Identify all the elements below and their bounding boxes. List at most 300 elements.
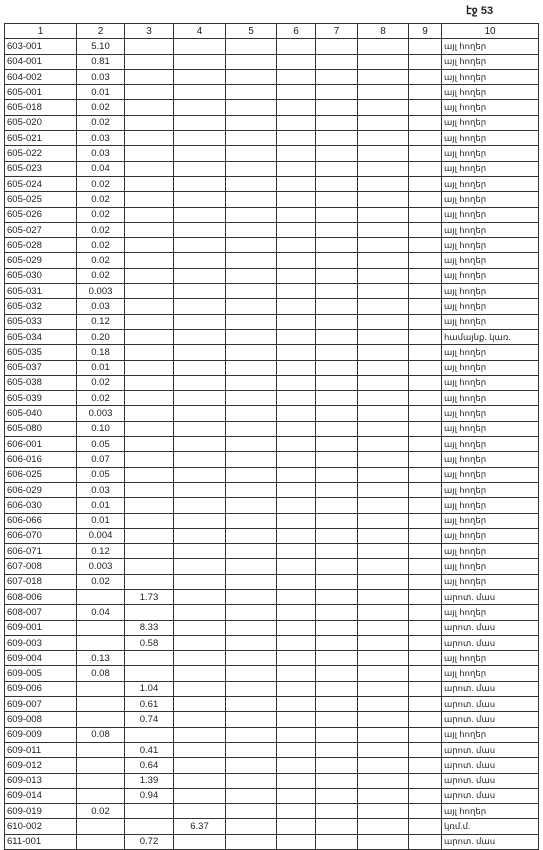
empty-cell-col9 (409, 544, 442, 559)
area-col4-cell (174, 635, 226, 650)
empty-cell-col5 (226, 758, 277, 773)
table-row (5, 482, 539, 497)
area-col3-cell (125, 192, 174, 207)
table-row (5, 207, 539, 222)
parcel-code-cell: 606-066 (5, 513, 77, 528)
empty-cell-col8 (358, 161, 409, 176)
area-col4-cell (174, 482, 226, 497)
empty-cell-col6 (277, 589, 316, 604)
empty-cell-col5 (226, 712, 277, 727)
area-col4-cell (174, 498, 226, 513)
empty-cell-col9 (409, 452, 442, 467)
area-col2-cell: 0.05 (77, 437, 125, 452)
empty-cell-col5 (226, 161, 277, 176)
area-col3-cell (125, 437, 174, 452)
area-col4-cell (174, 666, 226, 681)
table-row (5, 268, 539, 283)
table-row (5, 452, 539, 467)
empty-cell-col8 (358, 574, 409, 589)
empty-cell-col6 (277, 131, 316, 146)
empty-cell-col7 (316, 176, 358, 191)
table-row (5, 192, 539, 207)
area-col4-cell (174, 69, 226, 84)
parcel-code-cell: 603-001 (5, 39, 77, 54)
area-col4-cell (174, 697, 226, 712)
table-row (5, 589, 539, 604)
empty-cell-col8 (358, 528, 409, 543)
land-type-cell: այլ հողեր (442, 651, 539, 666)
area-col4-cell (174, 528, 226, 543)
parcel-code-cell: 605-031 (5, 284, 77, 299)
empty-cell-col7 (316, 360, 358, 375)
empty-cell-col7 (316, 437, 358, 452)
land-type-cell: այլ հողեր (442, 115, 539, 130)
empty-cell-col8 (358, 284, 409, 299)
empty-cell-col7 (316, 788, 358, 803)
empty-cell-col6 (277, 574, 316, 589)
empty-cell-col9 (409, 467, 442, 482)
table-row (5, 69, 539, 84)
parcel-code-cell: 605-080 (5, 421, 77, 436)
empty-cell-col5 (226, 482, 277, 497)
area-col3-cell (125, 651, 174, 666)
empty-cell-col8 (358, 391, 409, 406)
land-type-cell: այլ հողեր (442, 69, 539, 84)
area-col4-cell (174, 284, 226, 299)
area-col2-cell: 0.02 (77, 207, 125, 222)
table-row (5, 651, 539, 666)
table-row (5, 329, 539, 344)
table-row (5, 804, 539, 819)
area-col4-cell (174, 559, 226, 574)
land-type-cell: այլ հողեր (442, 268, 539, 283)
parcel-code-cell: 606-025 (5, 467, 77, 482)
area-col2-cell (77, 697, 125, 712)
area-col2-cell: 0.81 (77, 54, 125, 69)
empty-cell-col5 (226, 253, 277, 268)
empty-cell-col6 (277, 742, 316, 757)
area-col3-cell: 0.74 (125, 712, 174, 727)
parcel-code-cell: 605-018 (5, 100, 77, 115)
column-header-4: 4 (174, 24, 226, 39)
land-type-cell: արոտ. մաս (442, 742, 539, 757)
table-body (5, 39, 539, 850)
table-row (5, 391, 539, 406)
parcel-code-cell: 607-008 (5, 559, 77, 574)
parcel-code-cell: 604-002 (5, 69, 77, 84)
area-col2-cell: 0.02 (77, 222, 125, 237)
parcel-code-cell: 605-030 (5, 268, 77, 283)
area-col4-cell (174, 299, 226, 314)
column-header-3: 3 (125, 24, 174, 39)
empty-cell-col7 (316, 284, 358, 299)
parcel-code-cell: 605-022 (5, 146, 77, 161)
empty-cell-col6 (277, 314, 316, 329)
empty-cell-col5 (226, 85, 277, 100)
column-header-8: 8 (358, 24, 409, 39)
empty-cell-col9 (409, 253, 442, 268)
area-col2-cell: 0.02 (77, 100, 125, 115)
table-row (5, 222, 539, 237)
land-type-cell: այլ հողեր (442, 360, 539, 375)
area-col3-cell (125, 54, 174, 69)
area-col3-cell (125, 406, 174, 421)
empty-cell-col7 (316, 146, 358, 161)
parcel-code-cell: 605-021 (5, 131, 77, 146)
parcel-code-cell: 611-001 (5, 834, 77, 849)
empty-cell-col6 (277, 115, 316, 130)
empty-cell-col9 (409, 329, 442, 344)
area-col2-cell: 0.01 (77, 513, 125, 528)
empty-cell-col7 (316, 406, 358, 421)
empty-cell-col8 (358, 742, 409, 757)
empty-cell-col6 (277, 544, 316, 559)
parcel-code-cell: 609-004 (5, 651, 77, 666)
area-col4-cell (174, 207, 226, 222)
empty-cell-col8 (358, 788, 409, 803)
land-type-cell: այլ հողեր (442, 131, 539, 146)
empty-cell-col8 (358, 131, 409, 146)
area-col4-cell (174, 452, 226, 467)
area-col4-cell (174, 54, 226, 69)
empty-cell-col9 (409, 742, 442, 757)
area-col4-cell (174, 421, 226, 436)
empty-cell-col7 (316, 207, 358, 222)
land-type-cell: այլ հողեր (442, 574, 539, 589)
area-col3-cell (125, 253, 174, 268)
area-col3-cell (125, 146, 174, 161)
area-col4-cell (174, 100, 226, 115)
area-col4-cell (174, 253, 226, 268)
empty-cell-col5 (226, 467, 277, 482)
header-row (5, 24, 539, 39)
parcel-code-cell: 609-013 (5, 773, 77, 788)
parcel-code-cell: 606-029 (5, 482, 77, 497)
table-row (5, 54, 539, 69)
empty-cell-col5 (226, 834, 277, 849)
area-col2-cell: 0.003 (77, 559, 125, 574)
empty-cell-col8 (358, 589, 409, 604)
empty-cell-col7 (316, 589, 358, 604)
column-header-5: 5 (226, 24, 277, 39)
empty-cell-col7 (316, 697, 358, 712)
table-row (5, 498, 539, 513)
area-col3-cell: 0.58 (125, 635, 174, 650)
area-col3-cell (125, 207, 174, 222)
parcel-code-cell: 609-001 (5, 620, 77, 635)
empty-cell-col7 (316, 222, 358, 237)
empty-cell-col5 (226, 651, 277, 666)
area-col2-cell: 0.04 (77, 605, 125, 620)
area-col3-cell (125, 299, 174, 314)
table-row (5, 620, 539, 635)
empty-cell-col5 (226, 115, 277, 130)
area-col2-cell: 0.02 (77, 804, 125, 819)
land-type-cell: այլ հողեր (442, 146, 539, 161)
empty-cell-col9 (409, 54, 442, 69)
empty-cell-col5 (226, 666, 277, 681)
empty-cell-col6 (277, 268, 316, 283)
area-col2-cell: 0.02 (77, 375, 125, 390)
empty-cell-col8 (358, 176, 409, 191)
area-col2-cell: 0.02 (77, 574, 125, 589)
empty-cell-col9 (409, 176, 442, 191)
empty-cell-col9 (409, 498, 442, 513)
land-type-cell: այլ հողեր (442, 39, 539, 54)
land-type-cell: արոտ. մաս (442, 712, 539, 727)
empty-cell-col6 (277, 161, 316, 176)
empty-cell-col9 (409, 268, 442, 283)
area-col4-cell (174, 758, 226, 773)
empty-cell-col5 (226, 697, 277, 712)
empty-cell-col8 (358, 268, 409, 283)
empty-cell-col8 (358, 100, 409, 115)
area-col3-cell (125, 528, 174, 543)
empty-cell-col6 (277, 329, 316, 344)
empty-cell-col8 (358, 666, 409, 681)
area-col2-cell: 0.10 (77, 421, 125, 436)
table-row (5, 284, 539, 299)
empty-cell-col8 (358, 345, 409, 360)
empty-cell-col7 (316, 39, 358, 54)
land-type-cell: արոտ. մաս (442, 589, 539, 604)
empty-cell-col9 (409, 528, 442, 543)
area-col3-cell (125, 161, 174, 176)
empty-cell-col7 (316, 513, 358, 528)
parcel-code-cell: 609-008 (5, 712, 77, 727)
empty-cell-col8 (358, 482, 409, 497)
empty-cell-col7 (316, 452, 358, 467)
area-col3-cell (125, 284, 174, 299)
area-col2-cell (77, 758, 125, 773)
empty-cell-col6 (277, 192, 316, 207)
area-col3-cell (125, 131, 174, 146)
land-type-cell: այլ հողեր (442, 437, 539, 452)
area-col2-cell: 0.08 (77, 727, 125, 742)
area-col4-cell (174, 727, 226, 742)
empty-cell-col7 (316, 100, 358, 115)
area-col2-cell (77, 773, 125, 788)
land-type-cell: կռմ.մ. (442, 819, 539, 834)
table-row (5, 345, 539, 360)
table-row (5, 513, 539, 528)
area-col2-cell: 0.20 (77, 329, 125, 344)
empty-cell-col5 (226, 238, 277, 253)
parcel-code-cell: 609-011 (5, 742, 77, 757)
empty-cell-col8 (358, 360, 409, 375)
area-col2-cell: 0.003 (77, 406, 125, 421)
empty-cell-col6 (277, 299, 316, 314)
land-type-cell: այլ հողեր (442, 238, 539, 253)
table-row (5, 758, 539, 773)
empty-cell-col6 (277, 100, 316, 115)
empty-cell-col8 (358, 513, 409, 528)
empty-cell-col5 (226, 391, 277, 406)
area-col3-cell (125, 238, 174, 253)
empty-cell-col9 (409, 482, 442, 497)
area-col4-cell (174, 161, 226, 176)
table-row (5, 253, 539, 268)
empty-cell-col6 (277, 222, 316, 237)
table-row (5, 238, 539, 253)
area-col4-cell (174, 437, 226, 452)
empty-cell-col7 (316, 192, 358, 207)
area-col2-cell: 0.03 (77, 146, 125, 161)
area-col4-cell (174, 39, 226, 54)
area-col4-cell (174, 589, 226, 604)
empty-cell-col7 (316, 467, 358, 482)
land-type-cell: այլ հողեր (442, 391, 539, 406)
area-col3-cell (125, 498, 174, 513)
empty-cell-col9 (409, 284, 442, 299)
table-row (5, 39, 539, 54)
area-col2-cell: 0.08 (77, 666, 125, 681)
area-col4-cell (174, 513, 226, 528)
land-type-cell: այլ հողեր (442, 605, 539, 620)
area-col4-cell (174, 146, 226, 161)
area-col3-cell (125, 544, 174, 559)
empty-cell-col5 (226, 589, 277, 604)
land-type-cell: այլ հողեր (442, 467, 539, 482)
empty-cell-col7 (316, 742, 358, 757)
land-type-cell: այլ հողեր (442, 421, 539, 436)
empty-cell-col9 (409, 207, 442, 222)
empty-cell-col9 (409, 834, 442, 849)
empty-cell-col6 (277, 605, 316, 620)
empty-cell-col5 (226, 452, 277, 467)
empty-cell-col9 (409, 192, 442, 207)
land-type-cell: արոտ. մաս (442, 635, 539, 650)
column-header-6: 6 (277, 24, 316, 39)
area-col3-cell (125, 574, 174, 589)
area-col4-cell (174, 681, 226, 696)
column-header-10: 10 (442, 24, 539, 39)
area-col2-cell (77, 620, 125, 635)
empty-cell-col7 (316, 329, 358, 344)
empty-cell-col6 (277, 253, 316, 268)
empty-cell-col8 (358, 329, 409, 344)
area-col3-cell (125, 360, 174, 375)
parcel-code-cell: 605-028 (5, 238, 77, 253)
empty-cell-col5 (226, 207, 277, 222)
area-col2-cell: 0.01 (77, 498, 125, 513)
empty-cell-col9 (409, 238, 442, 253)
empty-cell-col7 (316, 54, 358, 69)
empty-cell-col9 (409, 161, 442, 176)
empty-cell-col6 (277, 467, 316, 482)
table-row (5, 559, 539, 574)
land-type-cell: այլ հողեր (442, 192, 539, 207)
area-col4-cell (174, 115, 226, 130)
empty-cell-col9 (409, 146, 442, 161)
area-col2-cell: 0.03 (77, 482, 125, 497)
empty-cell-col9 (409, 666, 442, 681)
empty-cell-col6 (277, 375, 316, 390)
area-col3-cell (125, 314, 174, 329)
empty-cell-col9 (409, 620, 442, 635)
empty-cell-col5 (226, 804, 277, 819)
land-type-cell: այլ հողեր (442, 727, 539, 742)
area-col4-cell (174, 544, 226, 559)
area-col4-cell: 6.37 (174, 819, 226, 834)
empty-cell-col8 (358, 253, 409, 268)
area-col3-cell (125, 391, 174, 406)
parcel-code-cell: 609-003 (5, 635, 77, 650)
area-col4-cell (174, 788, 226, 803)
land-parcel-table (4, 23, 539, 850)
empty-cell-col7 (316, 498, 358, 513)
land-type-cell: այլ հողեր (442, 253, 539, 268)
empty-cell-col7 (316, 666, 358, 681)
empty-cell-col8 (358, 437, 409, 452)
parcel-code-cell: 609-019 (5, 804, 77, 819)
empty-cell-col6 (277, 697, 316, 712)
empty-cell-col9 (409, 39, 442, 54)
empty-cell-col9 (409, 85, 442, 100)
area-col4-cell (174, 391, 226, 406)
table-row (5, 666, 539, 681)
empty-cell-col7 (316, 115, 358, 130)
table-row (5, 788, 539, 803)
area-col2-cell: 0.02 (77, 268, 125, 283)
land-type-cell: արոտ. մաս (442, 758, 539, 773)
empty-cell-col9 (409, 712, 442, 727)
land-type-cell: այլ հողեր (442, 544, 539, 559)
area-col3-cell (125, 452, 174, 467)
area-col4-cell (174, 605, 226, 620)
parcel-code-cell: 609-009 (5, 727, 77, 742)
area-col3-cell (125, 100, 174, 115)
land-type-cell: այլ հողեր (442, 176, 539, 191)
empty-cell-col7 (316, 712, 358, 727)
empty-cell-col9 (409, 222, 442, 237)
empty-cell-col9 (409, 100, 442, 115)
empty-cell-col6 (277, 406, 316, 421)
empty-cell-col9 (409, 574, 442, 589)
page-number: էջ 53 (466, 5, 494, 17)
area-col2-cell: 0.02 (77, 253, 125, 268)
area-col3-cell: 8.33 (125, 620, 174, 635)
land-type-cell: այլ հողեր (442, 54, 539, 69)
empty-cell-col6 (277, 69, 316, 84)
parcel-code-cell: 606-030 (5, 498, 77, 513)
parcel-code-cell: 606-016 (5, 452, 77, 467)
empty-cell-col7 (316, 345, 358, 360)
empty-cell-col9 (409, 605, 442, 620)
area-col3-cell: 0.72 (125, 834, 174, 849)
empty-cell-col6 (277, 437, 316, 452)
land-type-cell: այլ հողեր (442, 299, 539, 314)
area-col2-cell (77, 834, 125, 849)
area-col3-cell (125, 727, 174, 742)
empty-cell-col7 (316, 635, 358, 650)
area-col4-cell (174, 742, 226, 757)
empty-cell-col7 (316, 804, 358, 819)
table-row (5, 544, 539, 559)
empty-cell-col9 (409, 345, 442, 360)
area-col4-cell (174, 467, 226, 482)
area-col2-cell (77, 712, 125, 727)
parcel-code-cell: 605-032 (5, 299, 77, 314)
empty-cell-col7 (316, 253, 358, 268)
empty-cell-col7 (316, 421, 358, 436)
area-col3-cell (125, 329, 174, 344)
empty-cell-col5 (226, 528, 277, 543)
area-col4-cell (174, 406, 226, 421)
empty-cell-col5 (226, 559, 277, 574)
table-row (5, 131, 539, 146)
land-type-cell: արոտ. մաս (442, 788, 539, 803)
